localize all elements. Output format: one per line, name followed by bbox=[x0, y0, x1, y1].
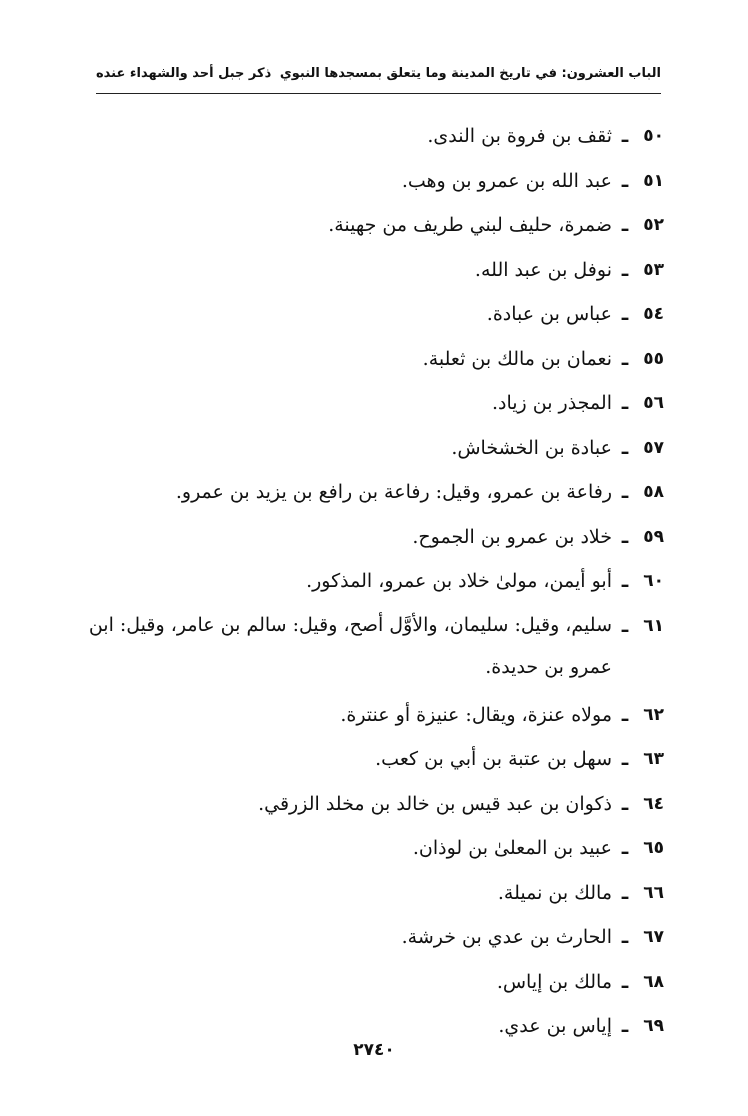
header-divider bbox=[96, 93, 661, 94]
header-section-title: ذكر جبل أحد والشهداء عنده bbox=[96, 65, 272, 81]
entry-number: ٦٥ bbox=[643, 838, 664, 858]
list-item bbox=[80, 515, 664, 560]
entry-number: ٥٤ bbox=[643, 304, 664, 324]
page-number: ٢٧٤٠ bbox=[353, 1040, 395, 1060]
list-item bbox=[80, 915, 664, 960]
list-item bbox=[80, 426, 664, 471]
list-item bbox=[80, 337, 664, 382]
entry-number: ٥٠ bbox=[643, 126, 664, 146]
entry-dash: ـ bbox=[621, 436, 629, 459]
entry-text: أبو أيمن، مولىٰ خلاد بن عمرو، المذكور. bbox=[306, 570, 612, 592]
entry-number: ٥٣ bbox=[643, 259, 664, 280]
entry-text: نوفل بن عبد الله. bbox=[474, 258, 612, 281]
entry-dash: ـ bbox=[621, 1015, 629, 1037]
entry-dash: ـ bbox=[621, 703, 629, 726]
entry-number: ٦٢ bbox=[643, 704, 664, 725]
running-header bbox=[96, 58, 661, 88]
entry-text: عبادة بن الخشخاش. bbox=[451, 436, 612, 459]
entry-dash: ـ bbox=[621, 837, 629, 859]
entry-text: سهل بن عتبة بن أبي بن كعب. bbox=[375, 748, 612, 770]
entry-dash: ـ bbox=[621, 525, 629, 548]
entry-dash: ـ bbox=[621, 392, 629, 414]
list-item bbox=[80, 871, 664, 916]
entry-number: ٥٩ bbox=[643, 526, 664, 547]
entry-text: عبيد بن المعلىٰ بن لوذان. bbox=[412, 837, 612, 859]
entry-text: مولاه عنزة، ويقال: عنيزة أو عنترة. bbox=[340, 703, 612, 726]
entry-dash: ـ bbox=[621, 258, 629, 281]
entry-number: ٦٧ bbox=[643, 927, 664, 947]
list-item bbox=[80, 203, 664, 248]
martyrs-list bbox=[80, 114, 664, 1049]
list-item bbox=[80, 826, 664, 871]
entry-number: ٥٧ bbox=[643, 437, 664, 458]
entry-number: ٥٢ bbox=[643, 215, 664, 235]
entry-dash: ـ bbox=[621, 125, 629, 147]
entry-text: مالك بن نميلة. bbox=[497, 881, 612, 904]
list-item bbox=[80, 960, 664, 1005]
entry-text: خلاد بن عمرو بن الجموح. bbox=[412, 525, 612, 548]
entry-text: إياس بن عدي. bbox=[498, 1015, 612, 1037]
list-item bbox=[80, 782, 664, 827]
entry-dash: ـ bbox=[621, 570, 629, 592]
entry-dash: ـ bbox=[621, 214, 629, 236]
entry-dash: ـ bbox=[621, 347, 629, 370]
list-item bbox=[80, 693, 664, 738]
entry-dash: ـ bbox=[621, 481, 629, 503]
list-item bbox=[80, 737, 664, 782]
entry-dash: ـ bbox=[621, 926, 629, 948]
entry-dash: ـ bbox=[621, 614, 629, 637]
entry-text: رفاعة بن عمرو، وقيل: رفاعة بن رافع بن يزيد بن عمرو. bbox=[175, 481, 612, 503]
entry-number: ٦٤ bbox=[643, 793, 664, 814]
entry-number: ٦٨ bbox=[643, 971, 664, 992]
list-item bbox=[80, 604, 664, 693]
entry-text: ضمرة، حليف لبني طريف من جهينة. bbox=[328, 214, 612, 236]
entry-dash: ـ bbox=[621, 169, 629, 192]
entry-number: ٦٦ bbox=[643, 882, 664, 903]
list-item bbox=[80, 559, 664, 604]
list-item bbox=[80, 381, 664, 426]
list-item bbox=[80, 470, 664, 515]
entry-number: ٥١ bbox=[643, 170, 664, 191]
entry-dash: ـ bbox=[621, 881, 629, 904]
entry-number: ٦٣ bbox=[643, 749, 664, 769]
list-item bbox=[80, 114, 664, 159]
entry-text: عبد الله بن عمرو بن وهب. bbox=[401, 169, 612, 192]
entry-number: ٦٩ bbox=[643, 1016, 664, 1036]
entry-dash: ـ bbox=[621, 303, 629, 325]
entry-text: سليم، وقيل: سليمان، والأوَّل أصح، وقيل: سالم بن عامر، وقيل: ابن عمرو بن حديدة. bbox=[88, 613, 612, 678]
entry-text: ثقف بن فروة بن الندى. bbox=[427, 125, 612, 147]
entry-number: ٦٠ bbox=[643, 571, 664, 591]
entry-text: عباس بن عبادة. bbox=[486, 303, 612, 325]
entry-text: الحارث بن عدي بن خرشة. bbox=[401, 926, 612, 948]
list-item bbox=[80, 159, 664, 204]
entry-text: ذكوان بن عبد قيس بن خالد بن مخلد الزرقي. bbox=[258, 792, 612, 815]
entry-text: المجذر بن زياد. bbox=[491, 392, 612, 414]
entry-number: ٥٦ bbox=[643, 393, 664, 413]
entry-number: ٥٥ bbox=[643, 348, 664, 369]
entry-dash: ـ bbox=[621, 748, 629, 770]
header-chapter-title: الباب العشرون: في تاريخ المدينة وما يتعلق بمسجدها النبوي bbox=[279, 65, 661, 81]
entry-number: ٥٨ bbox=[643, 482, 664, 502]
entry-text: مالك بن إياس. bbox=[496, 970, 612, 993]
entry-dash: ـ bbox=[621, 970, 629, 993]
entry-text: نعمان بن مالك بن ثعلبة. bbox=[422, 347, 612, 370]
entry-dash: ـ bbox=[621, 792, 629, 815]
entry-number: ٦١ bbox=[643, 615, 664, 636]
list-item bbox=[80, 292, 664, 337]
list-item bbox=[80, 248, 664, 293]
